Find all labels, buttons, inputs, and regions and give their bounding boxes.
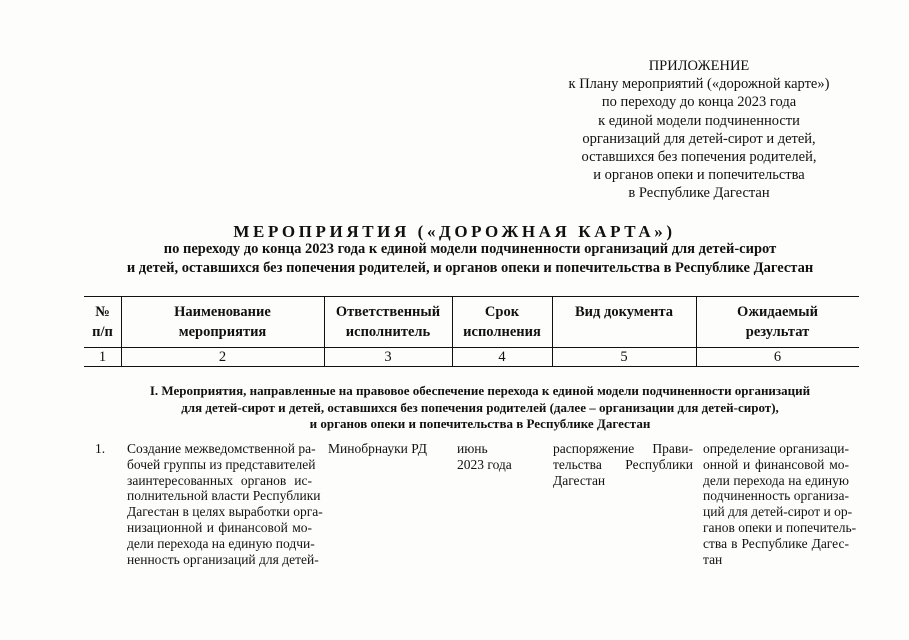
subtitle-line: и детей, оставшихся без попечения родителей, и органов опеки и попечительства в Республике Дагестан (126, 259, 814, 276)
section-heading (90, 383, 870, 433)
table-header (84, 296, 859, 368)
appendix-line: в Республике Дагестан (628, 185, 770, 202)
column-number: 1 (98, 349, 107, 365)
column-header-executor: Ответственный исполнитель (335, 304, 441, 340)
column-header-number: № п/п (92, 304, 113, 340)
row-result: определение организаци- онной и финансовой мо- дели перехода на единую подчиненность организа- ций для детей-сирот и ор- ганов опеки и попечитель- ства в Республике Дагес- тан (703, 441, 857, 567)
column-header-name: Наименование мероприятия (174, 304, 271, 340)
document-title: МЕРОПРИЯТИЯ («ДОРОЖНАЯ КАРТА») (233, 222, 676, 241)
column-number: 5 (620, 349, 628, 365)
row-number: 1. (95, 441, 106, 456)
appendix-block (540, 57, 858, 203)
appendix-line: оставшихся без попечения родителей, (581, 149, 817, 166)
column-header-deadline: Срок исполнения (463, 304, 541, 340)
header-bottom-rule (84, 366, 859, 367)
section-heading-line: для детей-сирот и детей, оставшихся без попечения родителей (далее – организации для детей-сирот), (181, 399, 779, 415)
appendix-line: к Плану мероприятий («дорожной карте») (568, 76, 830, 93)
appendix-line: ПРИЛОЖЕНИЕ (648, 58, 750, 74)
section-heading-line: I. Мероприятия, направленные на правовое обеспечение перехода к единой модели подчиненности организаций (149, 383, 811, 398)
subtitle-line: по переходу до конца 2023 года к единой модели подчиненности организаций для детей-сирот (163, 241, 777, 257)
appendix-line: организаций для детей-сирот и детей, (582, 130, 816, 147)
appendix-line: и органов опеки и попечительства (593, 167, 805, 184)
column-number: 2 (218, 349, 227, 365)
appendix-line: по переходу до конца 2023 года (601, 94, 797, 111)
row-executor: Минобрнауки РД (328, 441, 427, 456)
document-subtitle (40, 240, 900, 277)
appendix-line: к единой модели подчиненности (598, 112, 800, 129)
column-number: 3 (384, 349, 392, 365)
column-number: 6 (773, 349, 782, 365)
header-divider (84, 347, 859, 348)
section-heading-line: и органов опеки и попечительства в Республике Дагестан (309, 416, 651, 431)
column-header-result: Ожидаемый результат (737, 304, 818, 340)
row-deadline: июнь 2023 года (457, 441, 512, 472)
row-name: Создание межведомственной ра- бочей группы из представителей заинтересованных органов ис- полнительной власти Республики Дагестан в целях выработки орга- низационной и финансовой мо- дели перехода на единую подчи- ненность организаций для детей- (127, 441, 323, 567)
row-document: распоряжение Прави- тельства Республики Дагестан (553, 441, 693, 488)
column-number: 4 (498, 349, 506, 365)
column-header-document: Вид документа (575, 304, 673, 320)
